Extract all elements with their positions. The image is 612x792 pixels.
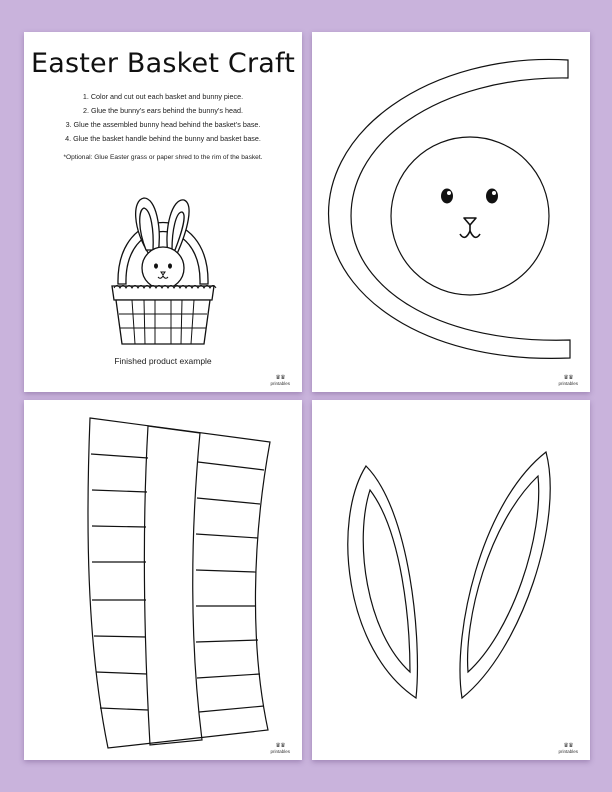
printables-logo [270,376,290,386]
instruction-step: 1. Color and cut out each basket and bunny piece. [82,92,244,101]
logo-text: printables [270,749,290,754]
instruction-step: 2. Glue the bunny’s ears behind the bunny’s head. [83,106,243,115]
bunny-ears-page [312,400,590,760]
bunny-ears-template [312,400,590,760]
right-ear-outline [460,452,550,698]
logo-text: printables [558,381,578,386]
bunny-head-outline [391,137,549,295]
crown-icon: ♛♛ [563,375,574,381]
printables-logo [558,744,578,754]
instructions-page [24,32,302,392]
crown-icon: ♛♛ [563,743,574,749]
basket-base-page [24,400,302,760]
handle-and-head-page [312,32,590,392]
logo-text: printables [558,749,578,754]
logo-text: printables [270,381,290,386]
crown-icon: ♛♛ [275,375,286,381]
finished-product-caption: Finished product example [114,356,212,366]
printables-logo [558,376,578,386]
optional-note: *Optional: Glue Easter grass or paper shred to the rim of the basket. [63,154,263,161]
printables-logo [270,744,290,754]
instruction-step: 3. Glue the assembled bunny head behind the basket’s base. [65,120,261,129]
handle-and-head-template [312,32,590,392]
basket-base-template [24,400,302,760]
crown-icon: ♛♛ [275,743,286,749]
left-ear-outline [348,466,418,698]
instruction-step: 4. Glue the basket handle behind the bunny and basket base. [65,134,261,143]
page-title: Easter Basket Craft [30,48,296,79]
basket-handle-outline [329,59,570,358]
finished-basket-illustration [24,32,302,392]
